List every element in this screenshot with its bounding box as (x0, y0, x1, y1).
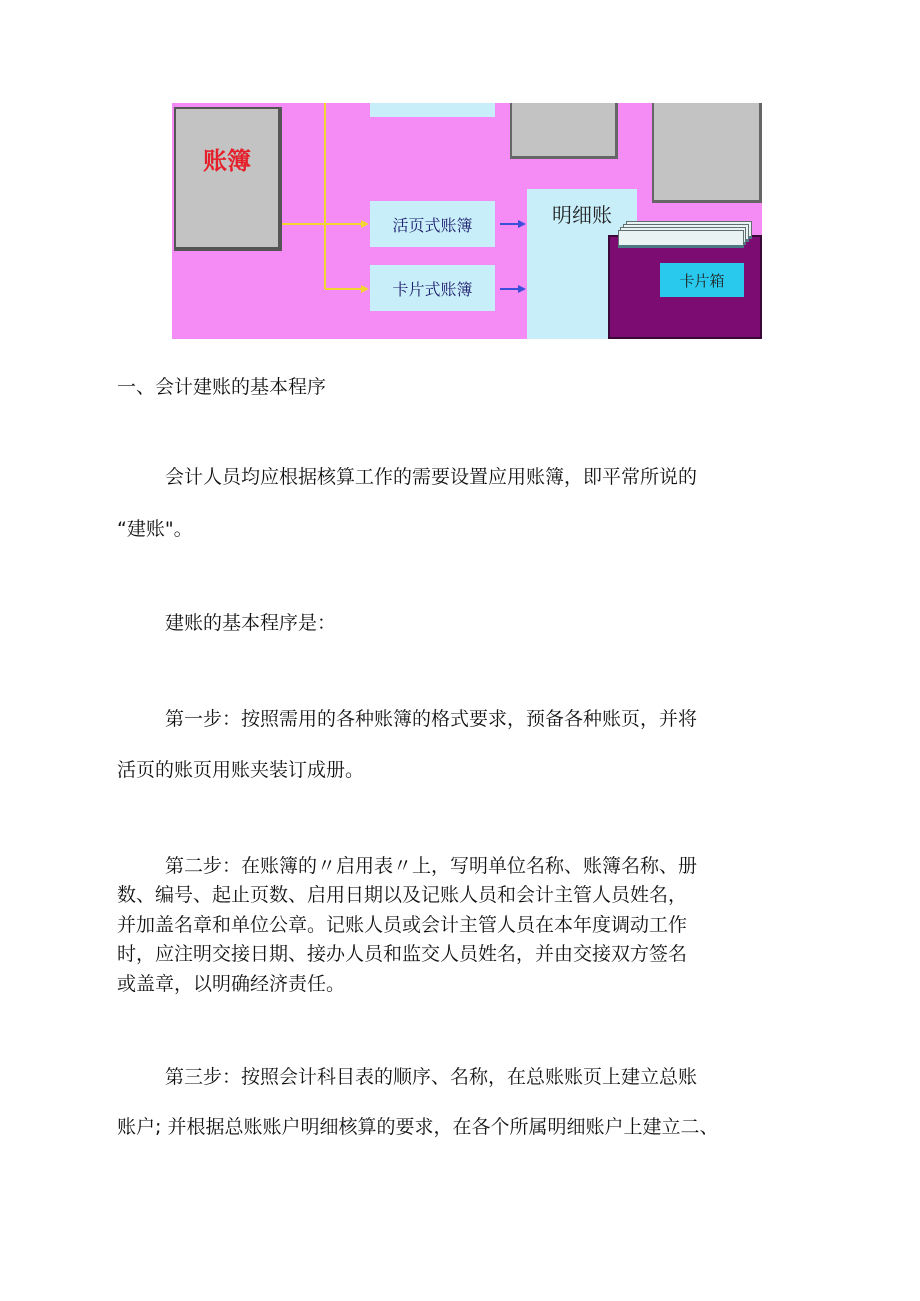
detail-ledger-label: 明细账 (552, 203, 612, 227)
text-line: 第二步：在账簿的〃启用表〃上，写明单位名称、账簿名称、册 (165, 855, 698, 877)
text-line: 活页的账页用账夹装订成册。 (117, 759, 365, 781)
text-line: 建账的基本程序是： (165, 612, 337, 634)
card-box-label: 卡片箱 (660, 263, 744, 297)
text-line: “建账"。 (117, 518, 193, 540)
card-stack (618, 221, 750, 241)
text-line: 会计人员均应根据核算工作的需要设置应用账簿，即平常所说的 (165, 466, 698, 488)
ledger-label: 账簿 (203, 146, 251, 175)
text-line: 并加盖名章和单位公章。记账人员或会计主管人员在本年度调动工作 (117, 914, 688, 936)
text-line: 时，应注明交接日期、接办人员和监交人员姓名，并由交接双方签名 (117, 943, 688, 965)
text-line: 账户; 并根据总账账户明细核算的要求，在各个所属明细账户上建立二、 (117, 1116, 719, 1138)
ledger-types-diagram (172, 103, 762, 339)
text-line: 第一步：按照需用的各种账簿的格式要求，预备各种账页，并将 (165, 708, 698, 730)
text-line: 或盖章，以明确经济责任。 (117, 973, 346, 995)
card-box (608, 235, 762, 339)
loose-leaf-ledger-box: 活页式账簿 (370, 201, 495, 247)
section-heading: 一、会计建账的基本程序 (117, 376, 327, 398)
text-line: 数、编号、起止页数、启用日期以及记账人员和会计主管人员姓名， (117, 884, 688, 906)
text-line: 第三步：按照会计科目表的顺序、名称，在总账账页上建立总账 (165, 1066, 698, 1088)
card-ledger-box: 卡片式账簿 (370, 265, 495, 311)
